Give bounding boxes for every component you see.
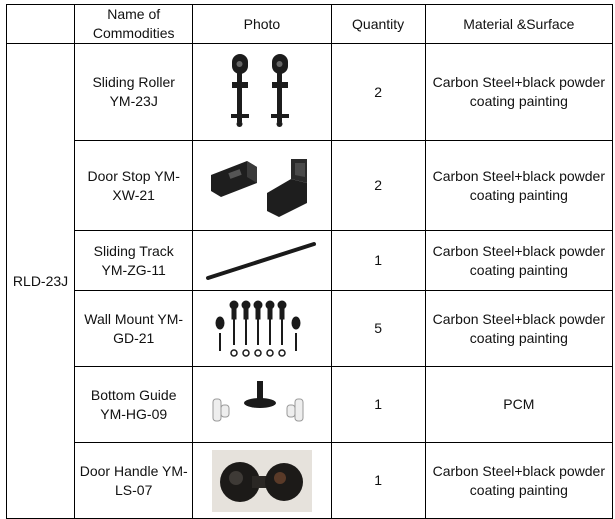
header-quantity: Quantity	[331, 5, 425, 44]
table-row	[7, 291, 613, 367]
bottom-guide-icon	[193, 367, 331, 443]
door-stop-icon	[193, 141, 331, 231]
row-quantity: 1	[331, 367, 425, 443]
row-name: Wall Mount YM-GD-21	[75, 291, 193, 367]
header-name: Name of Commodities	[75, 5, 193, 44]
commodities-table	[6, 4, 613, 519]
row-quantity: 5	[331, 291, 425, 367]
row-material: Carbon Steel+black powder coating painting	[425, 44, 612, 141]
row-name: Sliding Roller YM-23J	[75, 44, 193, 141]
header-photo: Photo	[193, 5, 331, 44]
wall-mount-icon	[193, 291, 331, 367]
sliding-track-icon	[193, 231, 331, 291]
row-name: Sliding Track YM-ZG-11	[75, 231, 193, 291]
row-quantity: 1	[331, 443, 425, 519]
header-row	[7, 5, 613, 44]
door-handle-icon	[193, 443, 331, 519]
row-material: Carbon Steel+black powder coating painting	[425, 291, 612, 367]
header-blank	[7, 5, 75, 44]
table-row	[7, 231, 613, 291]
row-material: PCM	[425, 367, 612, 443]
table-row	[7, 141, 613, 231]
row-quantity: 2	[331, 141, 425, 231]
model-cell: RLD-23J	[7, 44, 75, 519]
sliding-roller-icon	[193, 44, 331, 141]
row-material: Carbon Steel+black powder coating painting	[425, 231, 612, 291]
row-name: Door Stop YM-XW-21	[75, 141, 193, 231]
row-name: Bottom Guide YM-HG-09	[75, 367, 193, 443]
table-row	[7, 44, 613, 141]
table-row	[7, 443, 613, 519]
row-material: Carbon Steel+black powder coating painting	[425, 443, 612, 519]
row-name: Door Handle YM-LS-07	[75, 443, 193, 519]
header-material: Material &Surface	[425, 5, 612, 44]
table-row	[7, 367, 613, 443]
row-quantity: 1	[331, 231, 425, 291]
row-quantity: 2	[331, 44, 425, 141]
row-material: Carbon Steel+black powder coating painting	[425, 141, 612, 231]
